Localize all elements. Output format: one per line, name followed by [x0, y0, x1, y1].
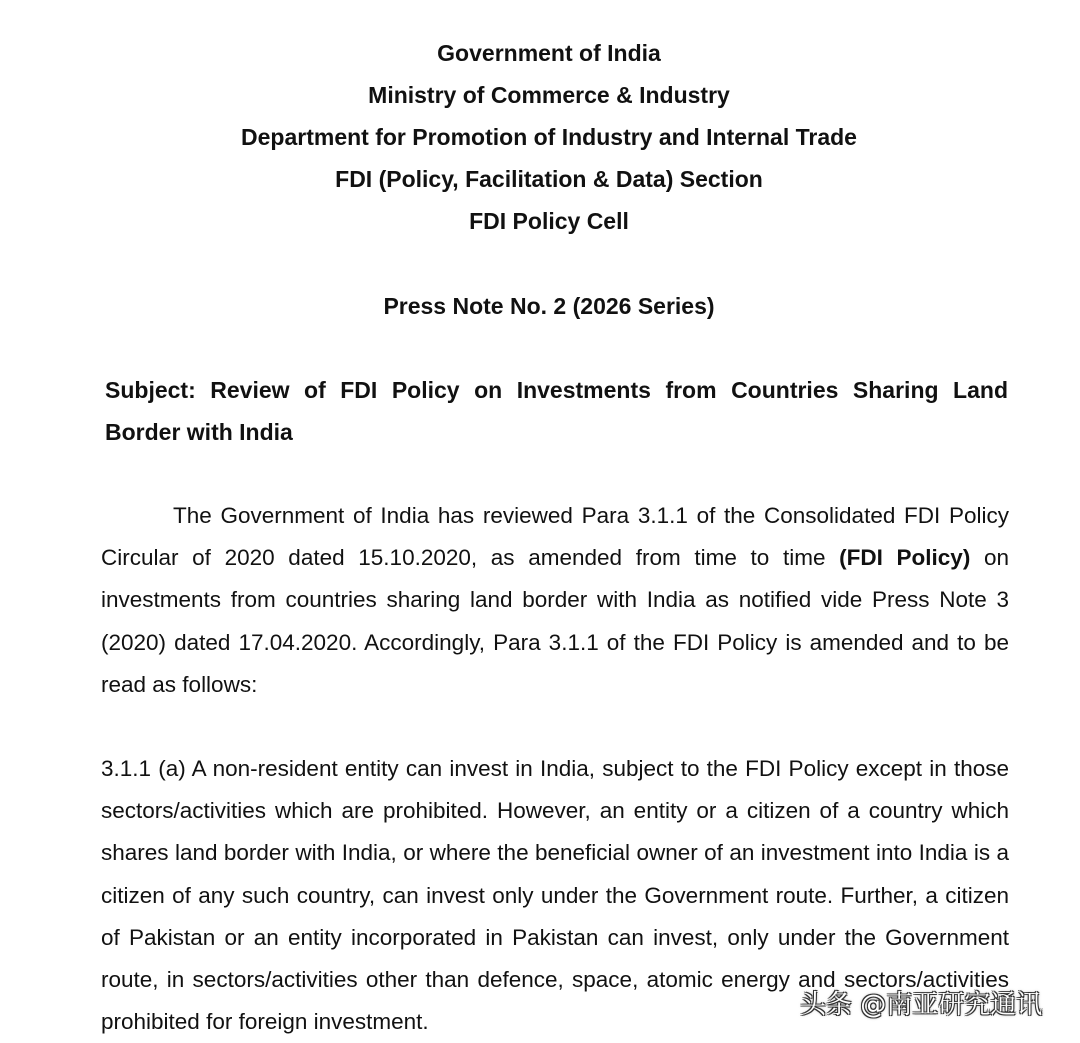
header-government: Government of India	[437, 40, 661, 66]
intro-text-after: on investments from countries sharing land border with India as notified vide Press Note 3 (2020) dated 17.04.2020. Accordingly, Para 3.1.1 of the FDI Policy is amended and to be read as follows:	[101, 545, 1010, 697]
subject-heading: Subject: Review of FDI Policy on Investments from Countries Sharing Land Border with India	[105, 377, 1008, 445]
intro-bold-term: (FDI Policy)	[839, 545, 971, 571]
header-cell: FDI Policy Cell	[469, 208, 629, 234]
intro-paragraph	[101, 495, 1009, 706]
intro-text-before: The Government of India has reviewed Para 3.1.1 of the Consolidated FDI Policy Circular of 2020 dated 15.10.2020, as amended from time to time	[101, 503, 1009, 571]
clause-3-1-1-a: 3.1.1 (a) A non-resident entity can invest in India, subject to the FDI Policy except in those sectors/activities which are prohibited. However, an entity or a citizen of a country which shares land border with India, or where the beneficial owner of an investment into India is a citizen of any such country, can invest only under the Government route. Further, a citizen of Pakistan or an entity incorporated in Pakistan can invest, only under the Government route, in sectors/activities other than defence, space, atomic energy and sectors/activities prohibited for foreign investment.	[101, 756, 1009, 1035]
watermark-logo: 头条 @南亚研究通讯	[800, 990, 1043, 1020]
header-section: FDI (Policy, Facilitation & Data) Section	[335, 166, 763, 192]
header-ministry: Ministry of Commerce & Industry	[368, 82, 730, 108]
press-note-title: Press Note No. 2 (2026 Series)	[383, 293, 715, 319]
header-department: Department for Promotion of Industry and Internal Trade	[241, 124, 857, 150]
